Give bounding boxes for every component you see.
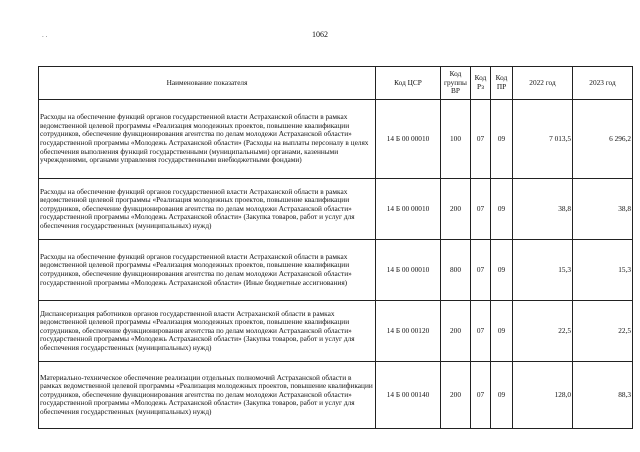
row-name-text: Расходы на обеспечение функций органов государственной власти Астраханской области в рамках ведомственной целевой программы «Реализация молодежных проектов, повышение квалификации сотрудников, обеспечение функционирования агентства по делам молодежи Астраханской области» государственной программы «Молодежь Астраханской области» (Расходы на выплаты персоналу в целях обеспечения выполнения функций государственными (муниципальными) органами, казенными учреждениями, органами управления государственными внебюджетными фондами) <box>40 113 369 165</box>
header-vr: Код группы ВР <box>441 67 471 100</box>
row-csr-cell: 14 Б 00 00010 <box>376 179 441 240</box>
row-2023-cell: 22,5 <box>573 301 633 362</box>
table-row <box>39 301 633 362</box>
table-row <box>39 240 633 301</box>
row-rz-cell: 07 <box>471 179 491 240</box>
row-csr-cell: 14 Б 00 00140 <box>376 362 441 429</box>
row-2022-cell: 15,3 <box>513 240 573 301</box>
row-vr-cell: 800 <box>441 240 471 301</box>
corner-mark: . . <box>42 31 48 39</box>
table-row <box>39 179 633 240</box>
row-2023-cell: 15,3 <box>573 240 633 301</box>
row-2023-cell: 38,8 <box>573 179 633 240</box>
row-csr-cell: 14 Б 00 00120 <box>376 301 441 362</box>
row-2022-cell: 7 013,5 <box>513 100 573 179</box>
row-2022-cell: 22,5 <box>513 301 573 362</box>
row-name-cell <box>39 179 376 240</box>
row-2022-cell: 38,8 <box>513 179 573 240</box>
header-rz: Код Рз <box>471 67 491 100</box>
row-pr-cell: 09 <box>491 301 513 362</box>
row-2022-cell: 128,0 <box>513 362 573 429</box>
row-2023-cell: 6 296,2 <box>573 100 633 179</box>
table-header-row <box>39 67 633 100</box>
row-vr-cell: 200 <box>441 362 471 429</box>
budget-table <box>38 66 633 429</box>
row-csr-cell: 14 Б 00 00010 <box>376 240 441 301</box>
row-2023-cell: 88,3 <box>573 362 633 429</box>
row-name-cell <box>39 240 376 301</box>
row-pr-cell: 09 <box>491 240 513 301</box>
row-name-cell <box>39 100 376 179</box>
header-name: Наименование показателя <box>39 67 376 100</box>
row-name-text: Диспансеризация работников органов государственной власти Астраханской области в рамках ведомственной целевой программы «Реализация молодежных проектов, повышение квалификации сотрудников, обеспечение функционирования агентства по делам молодежи Астраханской области» государственной программы «Молодежь Астраханской области» (Закупка товаров, работ и услуг для обеспечения государственных (муниципальных) нужд) <box>40 309 355 352</box>
table-row <box>39 100 633 179</box>
header-2022: 2022 год <box>513 67 573 100</box>
row-name-text: Материально-техническое обеспечение реализации отдельных полномочий Астраханской области в рамках ведомственной целевой программы «Реализация молодежных проектов, повышение квалификации сотрудников, обеспечение функционирования агентства по делам молодежи Астраханской области» государственной программы «Молодежь Астраханской области» (Закупка товаров, работ и услуг для обеспечения государственных (муниципальных) нужд) <box>40 373 373 416</box>
header-pr: Код ПР <box>491 67 513 100</box>
row-rz-cell: 07 <box>471 301 491 362</box>
row-vr-cell: 200 <box>441 179 471 240</box>
row-vr-cell: 100 <box>441 100 471 179</box>
row-pr-cell: 09 <box>491 179 513 240</box>
row-vr-cell: 200 <box>441 301 471 362</box>
row-name-text: Расходы на обеспечение функций органов государственной власти Астраханской области в рамках ведомственной целевой программы «Реализация молодежных проектов, повышение квалификации сотрудников, обеспечение функционирования агентства по делам молодежи Астраханской области» государственной программы «Молодежь Астраханской области» (Закупка товаров, работ и услуг для обеспечения государственных (муниципальных) нужд) <box>40 187 355 230</box>
row-rz-cell: 07 <box>471 100 491 179</box>
header-2023: 2023 год <box>573 67 633 100</box>
row-name-text: Расходы на обеспечение функций органов государственной власти Астраханской области в рамках ведомственной целевой программы «Реализация молодежных проектов, повышение квалификации сотрудников, обеспечение функционирования агентства по делам молодежи Астраханской области» государственной программы «Молодежь Астраханской области» (Иные бюджетные ассигнования) <box>40 252 352 287</box>
row-rz-cell: 07 <box>471 240 491 301</box>
row-csr-cell: 14 Б 00 00010 <box>376 100 441 179</box>
row-pr-cell: 09 <box>491 362 513 429</box>
row-rz-cell: 07 <box>471 362 491 429</box>
header-csr: Код ЦСР <box>376 67 441 100</box>
page-number: 1062 <box>312 30 328 39</box>
row-name-cell <box>39 301 376 362</box>
row-pr-cell: 09 <box>491 100 513 179</box>
row-name-cell <box>39 362 376 429</box>
table-row <box>39 362 633 429</box>
